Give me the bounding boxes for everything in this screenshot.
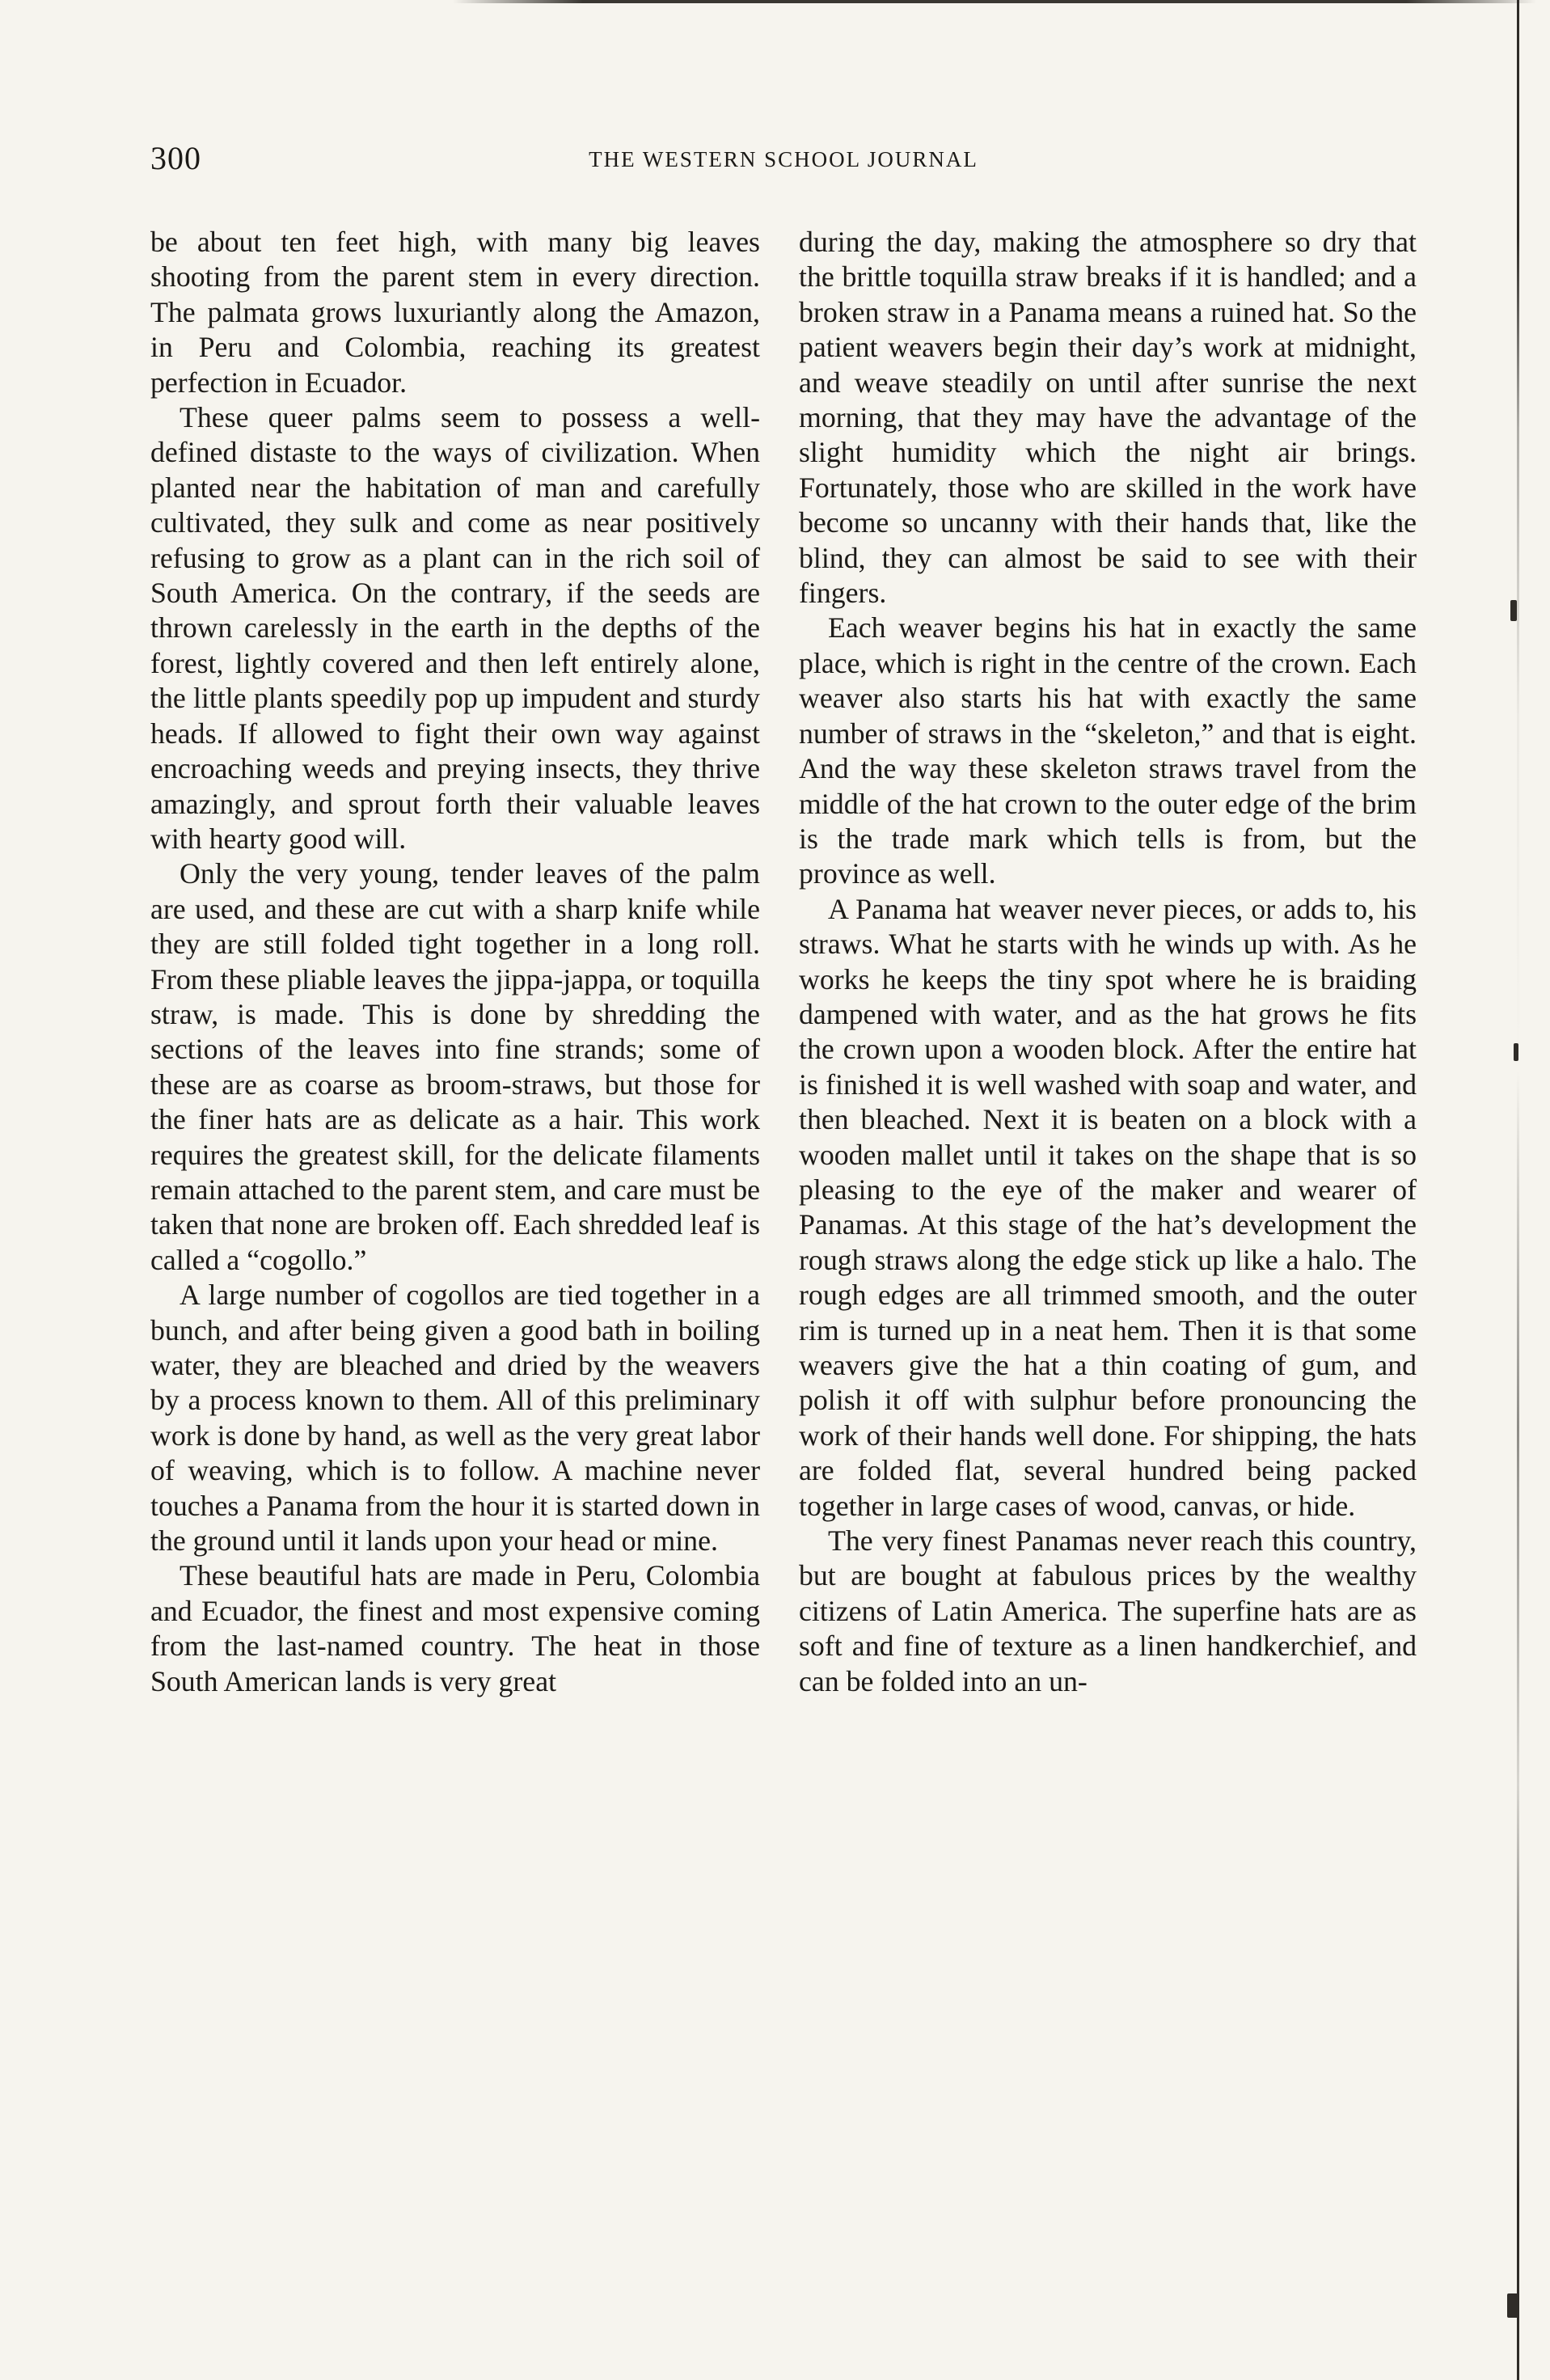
paragraph: Each weaver begins his hat in exactly the same place, which is right in the centre of the crown. Each weaver also starts his hat with exactly the same number of straws in the “skeleton,” and that is eight. And the way these skeleton straws travel from the middle of the hat crown to the outer edge of the brim is the trade mark which tells is from, but the province as well. (799, 611, 1417, 890)
scan-mark (1514, 1043, 1518, 1061)
left-column (150, 225, 760, 1699)
scan-edge-right (1517, 0, 1519, 2380)
scan-edge-top (453, 0, 1536, 3)
paragraph: A Panama hat weaver never pieces, or adds to, his straws. What he starts with he winds up with. As he works he keeps the tiny spot where he is braiding dampened with water, and as the hat grows he fits the crown upon a wooden block. After the entire hat is finished it is well washed with soap and water, and then bleached. Next it is beaten on a block with a wooden mallet until it takes on the shape that is so pleasing to the eye of the maker and wearer of Panamas. At this stage of the hat’s development the rough straws along the edge stick up like a halo. The rough edges are all trimmed smooth, and the outer rim is turned up in a neat hem. Then it is that some weavers give the hat a thin coating of gum, and polish it off with sulphur before pronouncing the work of their hands well done. For shipping, the hats are folded flat, several hundred being packed together in large cases of wood, canvas, or hide. (799, 892, 1417, 1522)
paragraph: A large number of cogollos are tied together in a bunch, and after being given a good bath in boiling water, they are bleached and dried by the weavers by a process known to them. All of this preliminary work is done by hand, as well as the very great labor of weaving, which is to follow. A machine never touches a Panama from the hour it is started down in the ground until it lands upon your head or mine. (150, 1279, 760, 1558)
scan-mark (1507, 2293, 1518, 2318)
right-column (799, 225, 1417, 1699)
paragraph: The very finest Panamas never reach this country, but are bought at fabulous prices by the wealthy citizens of Latin America. The superfine hats are as soft and fine of texture as a linen handkerchief, and can be folded into an un- (799, 1524, 1417, 1697)
page-number: 300 (150, 140, 201, 176)
paragraph: be about ten feet high, with many big leaves shooting from the parent stem in every direction. The palmata grows luxuriantly along the Amazon, in Peru and Colombia, reaching its greatest perfection in Ecuador. (150, 226, 760, 399)
paragraph: These beautiful hats are made in Peru, Colombia and Ecuador, the finest and most expensive coming from the last-named country. The heat in those South American lands is very great (150, 1559, 760, 1697)
paragraph: during the day, making the atmosphere so dry that the brittle toquilla straw breaks if it is handled; and a broken straw in a Panama means a ruined hat. So the patient weavers begin their day’s work at midnight, and weave steadily on until after sunrise the next morning, that they may have the advantage of the slight humidity which the night air brings. Fortunately, those who are skilled in the work have become so uncanny with their hands that, like the blind, they can almost be said to see with their fingers. (799, 226, 1417, 610)
scan-mark (1510, 600, 1517, 621)
paragraph: Only the very young, tender leaves of the palm are used, and these are cut with a sharp knife while they are still folded tight together in a long roll. From these pliable leaves the jippa-jappa, or toquilla straw, is made. This is done by shredding the sections of the leaves into fine strands; some of these are as coarse as broom-straws, but those for the finer hats are as delicate as a hair. This work requires the greatest skill, for the delicate filaments remain attached to the parent stem, and care must be taken that none are broken off. Each shredded leaf is called a “cogollo.” (150, 857, 760, 1276)
page-header (150, 139, 1417, 188)
running-head: THE WESTERN SCHOOL JOURNAL (589, 147, 978, 171)
paragraph: These queer palms seem to possess a well-defined distaste to the ways of civilization. When planted near the habitation of man and carefully cultivated, they sulk and come as near positively refusing to grow as a plant can in the rich soil of South America. On the contrary, if the seeds are thrown carelessly in the earth in the depths of the forest, lightly covered and then left entirely alone, the little plants speedily pop up impudent and sturdy heads. If allowed to fight their own way against encroaching weeds and preying insects, they thrive amazingly, and sprout forth their valuable leaves with hearty good will. (150, 401, 760, 855)
